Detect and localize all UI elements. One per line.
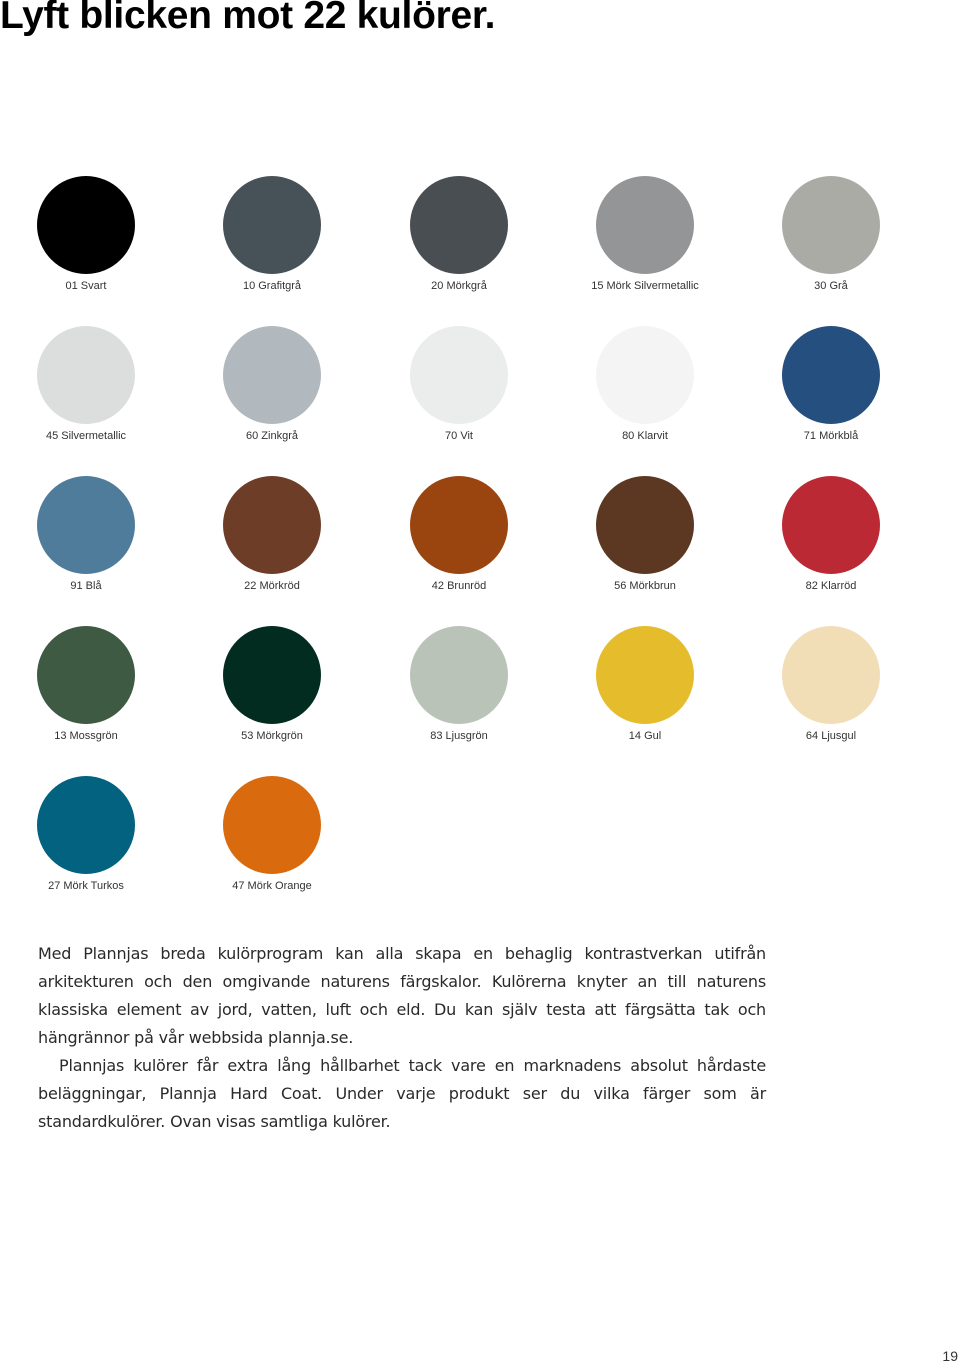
page-number: 19 xyxy=(942,1348,958,1364)
swatch-label: 01 Svart xyxy=(65,280,107,292)
color-swatch xyxy=(182,476,362,606)
swatch-label: 20 Mörkgrå xyxy=(431,280,487,292)
swatch-circle xyxy=(410,626,508,724)
color-swatch xyxy=(369,176,549,306)
color-swatch xyxy=(555,326,735,456)
swatch-circle xyxy=(223,176,321,274)
color-swatch xyxy=(369,476,549,606)
color-swatch xyxy=(0,326,176,456)
color-swatch xyxy=(182,626,362,756)
swatch-label: 10 Grafitgrå xyxy=(242,280,302,292)
color-swatch xyxy=(555,176,735,306)
color-swatch xyxy=(182,776,362,906)
swatch-label: 70 Vit xyxy=(445,430,473,442)
swatch-circle xyxy=(782,476,880,574)
swatch-label: 60 Zinkgrå xyxy=(246,430,298,442)
swatch-circle xyxy=(410,326,508,424)
swatch-circle xyxy=(596,176,694,274)
swatch-circle xyxy=(410,176,508,274)
color-swatch xyxy=(741,476,921,606)
swatch-label: 64 Ljusgul xyxy=(805,730,857,742)
swatch-circle xyxy=(37,776,135,874)
color-swatch xyxy=(741,626,921,756)
color-swatch xyxy=(0,626,176,756)
swatch-circle xyxy=(596,476,694,574)
swatch-label: 14 Gul xyxy=(628,730,662,742)
swatch-circle xyxy=(37,176,135,274)
color-swatch xyxy=(555,476,735,606)
swatch-label: 82 Klarröd xyxy=(805,580,857,592)
swatch-label: 15 Mörk Silvermetallic xyxy=(591,280,699,292)
swatch-label: 30 Grå xyxy=(814,280,848,292)
color-swatch xyxy=(555,626,735,756)
swatch-circle xyxy=(410,476,508,574)
swatch-circle xyxy=(223,326,321,424)
body-paragraph-1: Med Plannjas breda kulörprogram kan alla skapa en behaglig kontrastverkan utifrån arkitekturen och den omgivande naturens färgskalor. Kulörerna knyter an till naturens klassiska element av jord, vatten, luft och eld. Du kan själv testa att färgsätta tak och hängrännor på vår webbsida plannja.se. xyxy=(38,944,766,1047)
swatch-circle xyxy=(223,476,321,574)
swatch-circle xyxy=(37,626,135,724)
swatch-label: 56 Mörkbrun xyxy=(614,580,676,592)
swatch-label: 13 Mossgrön xyxy=(54,730,118,742)
swatch-circle xyxy=(596,326,694,424)
swatch-circle xyxy=(596,626,694,724)
color-swatch xyxy=(182,326,362,456)
color-swatch xyxy=(0,476,176,606)
color-swatch xyxy=(369,326,549,456)
color-swatch xyxy=(741,326,921,456)
swatch-circle xyxy=(782,176,880,274)
swatch-circle xyxy=(782,626,880,724)
swatch-label: 45 Silvermetallic xyxy=(45,430,127,442)
swatch-label: 53 Mörkgrön xyxy=(241,730,303,742)
body-paragraph-2: Plannjas kulörer får extra lång hållbarhet tack vare en marknadens absolut hårdaste beläggningar, Plannja Hard Coat. Under varje produkt ser du vilka färger som är standardkulörer. Ovan visas samtliga kulörer. xyxy=(38,1056,766,1131)
swatch-label: 47 Mörk Orange xyxy=(232,880,312,892)
color-swatch xyxy=(0,176,176,306)
swatch-label: 42 Brunröd xyxy=(431,580,487,592)
color-swatch xyxy=(741,176,921,306)
swatch-circle xyxy=(223,776,321,874)
swatch-label: 27 Mörk Turkos xyxy=(48,880,124,892)
swatch-label: 83 Ljusgrön xyxy=(430,730,488,742)
color-swatch xyxy=(182,176,362,306)
swatch-label: 80 Klarvit xyxy=(622,430,668,442)
page-title: Lyft blicken mot 22 kulörer. xyxy=(0,0,496,37)
color-swatch xyxy=(0,776,176,906)
swatch-circle xyxy=(37,326,135,424)
color-swatch xyxy=(369,626,549,756)
swatch-circle xyxy=(223,626,321,724)
swatch-label: 71 Mörkblå xyxy=(803,430,859,442)
swatch-label: 22 Mörkröd xyxy=(244,580,300,592)
body-text xyxy=(38,940,766,1136)
swatch-circle xyxy=(37,476,135,574)
swatch-label: 91 Blå xyxy=(70,580,102,592)
swatch-circle xyxy=(782,326,880,424)
